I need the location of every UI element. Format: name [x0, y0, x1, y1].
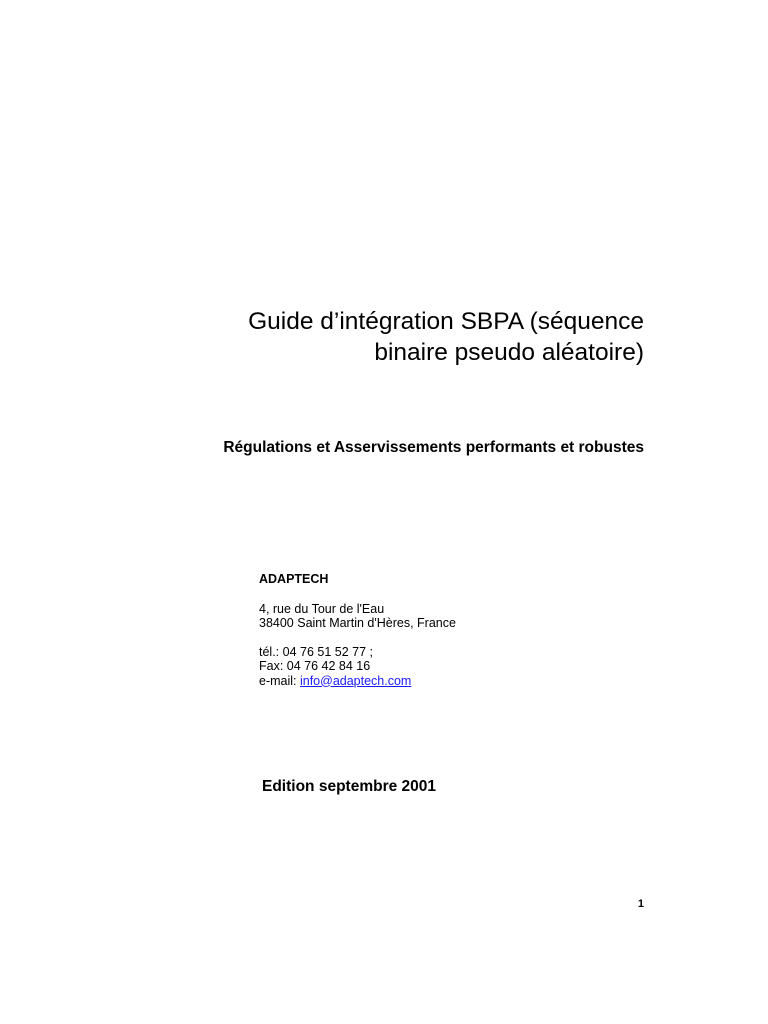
document-title — [124, 306, 644, 368]
title-line-1: Guide d’intégration SBPA (séquence — [248, 308, 644, 335]
title-line-2: binaire pseudo aléatoire) — [374, 339, 644, 366]
spacer — [259, 631, 456, 645]
phone-line: tél.: 04 76 51 52 77 ; — [259, 644, 373, 659]
email-label: e-mail: — [259, 673, 300, 688]
document-subtitle: Régulations et Asservissements performants et robustes — [223, 439, 644, 456]
fax-line: Fax: 04 76 42 84 16 — [259, 659, 371, 673]
company-name: ADAPTECH — [259, 572, 329, 586]
address-line-1: 4, rue du Tour de l'Eau — [259, 601, 385, 616]
page-number: 1 — [637, 898, 644, 910]
email-link[interactable]: info@adaptech.com — [299, 673, 412, 688]
email-line — [259, 674, 456, 689]
address-line-2: 38400 Saint Martin d'Hères, France — [259, 616, 456, 630]
edition-date: Edition septembre 2001 — [262, 778, 437, 795]
company-contact-block — [259, 572, 456, 688]
